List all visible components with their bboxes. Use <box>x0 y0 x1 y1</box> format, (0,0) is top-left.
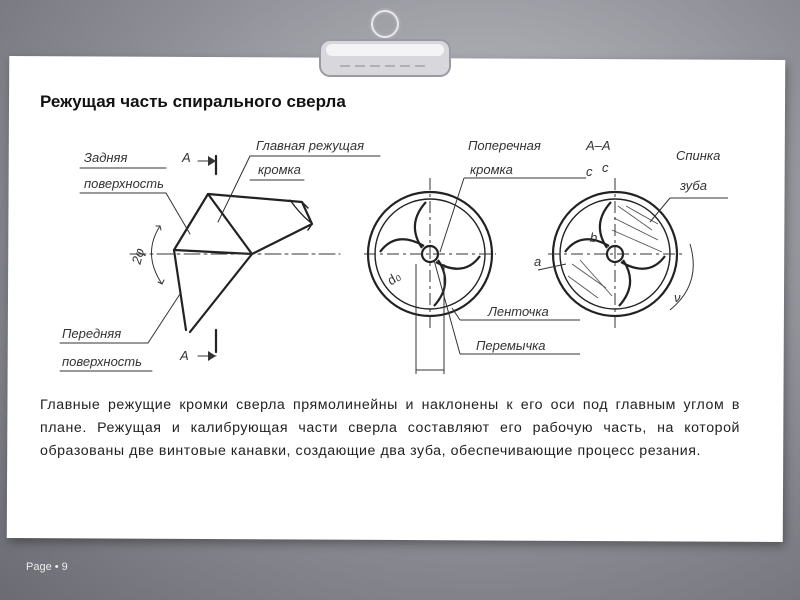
label-front-surface: Передняя <box>62 326 122 341</box>
label-rear-surface-2: поверхность <box>84 176 164 191</box>
label-nu: ν <box>674 290 681 305</box>
label-b: b <box>590 230 598 245</box>
label-d0: d₀ <box>383 268 404 288</box>
label-tooth-back: Спинка <box>676 148 721 163</box>
label-section-a-bottom: А <box>180 348 189 363</box>
label-main-cutting-edge: Главная режущая <box>256 138 365 153</box>
label-c-left: с <box>586 164 593 179</box>
label-section-a-top: А <box>182 150 191 165</box>
label-web: Перемычка <box>476 338 546 353</box>
label-main-cutting-edge-2: кромка <box>258 162 301 177</box>
drill-cutting-part-drawing <box>40 134 760 386</box>
label-cross-edge: Поперечная <box>468 138 541 153</box>
slide-body-text: Главные режущие кромки сверла прямолинейны и наклонены к его оси под главным углом в плане. Режущая и калибрующая части сверла составляют его рабочую часть, на которой образованы две винтовые канавки, создающие два зуба, обеспечивающие процесс резания. <box>40 397 740 459</box>
label-section-aa: А–А <box>586 138 611 153</box>
label-rear-surface: Задняя <box>84 150 128 165</box>
slide-title: Режущая часть спирального сверла <box>40 92 346 111</box>
page-number: Page • 9 <box>26 561 68 573</box>
label-front-surface-2: поверхность <box>62 354 142 369</box>
label-tooth-back-2: зуба <box>680 178 707 193</box>
label-margin: Ленточка <box>488 304 549 319</box>
label-angle-2phi: 2φ <box>128 246 148 266</box>
label-a: a <box>534 254 542 269</box>
label-cross-edge-2: кромка <box>470 162 513 177</box>
label-c-right: с <box>602 160 609 175</box>
binder-clip-icon <box>300 6 470 86</box>
